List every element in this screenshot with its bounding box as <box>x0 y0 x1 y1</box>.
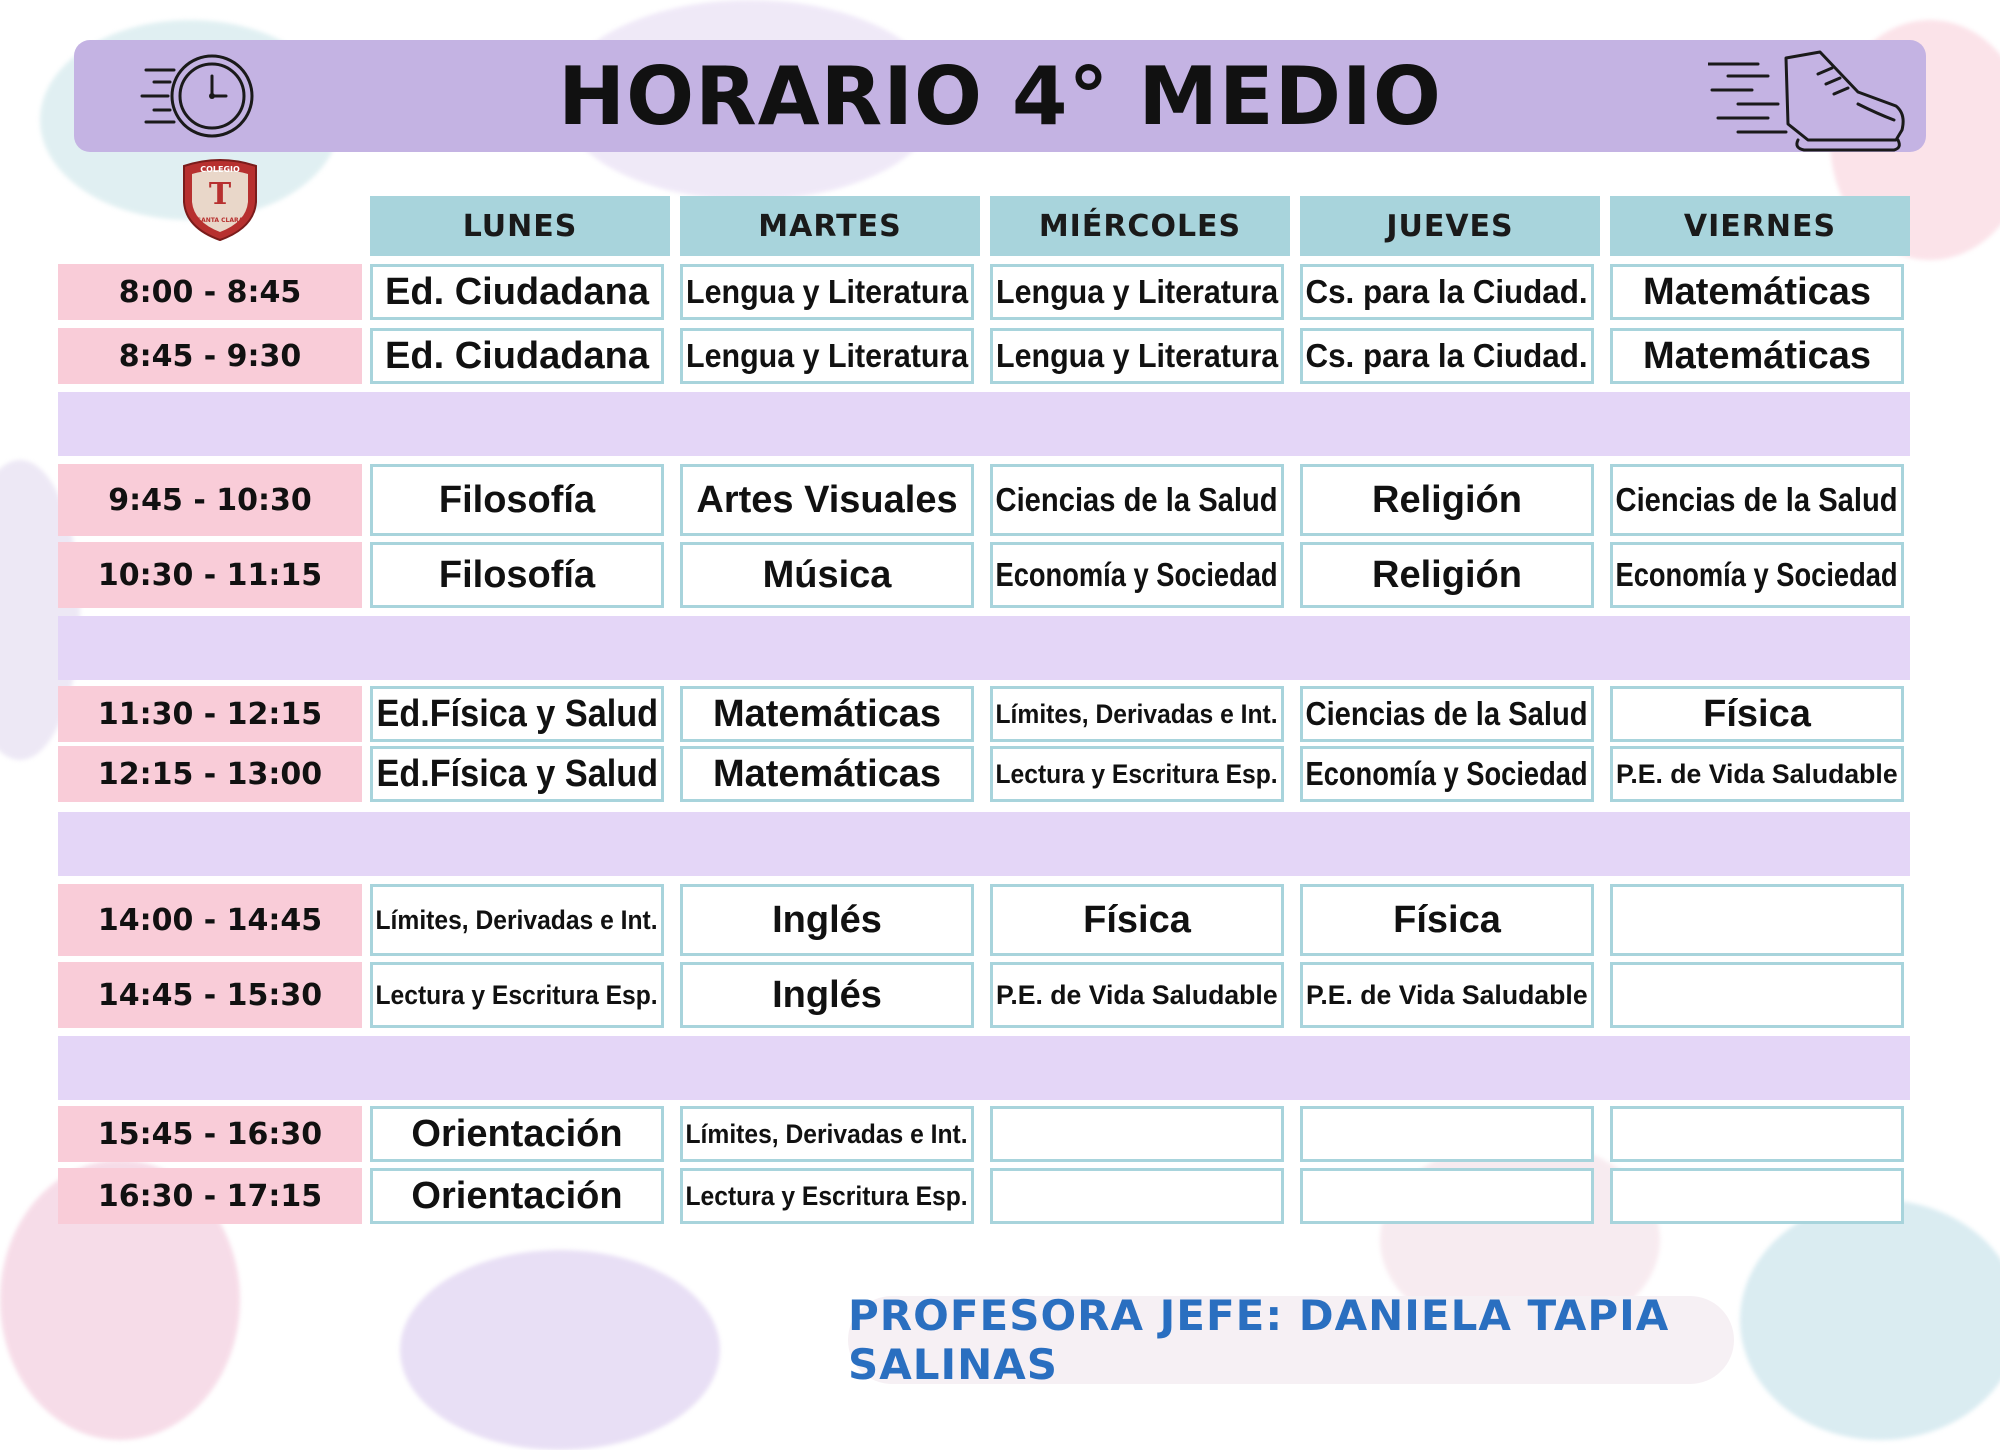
schedule-cell: Lectura y Escritura Esp. <box>680 1168 974 1224</box>
schedule-cell: Inglés <box>680 884 974 956</box>
schedule-cell: Lectura y Escritura Esp. <box>370 962 664 1028</box>
schedule-cell: Ciencias de la Salud <box>1610 464 1904 536</box>
schedule-cell: Economía y Sociedad <box>1300 746 1594 802</box>
schedule-cell <box>1610 884 1904 956</box>
schedule-cell <box>1300 1106 1594 1162</box>
time-slot: 14:00 - 14:45 <box>58 884 362 956</box>
school-crest-logo <box>178 156 262 242</box>
logo-top-text: COLEGIO <box>200 165 240 174</box>
schedule-cell: Física <box>990 884 1284 956</box>
schedule-cell <box>1610 962 1904 1028</box>
schedule-cell: Religión <box>1300 464 1594 536</box>
schedule-cell: Artes Visuales <box>680 464 974 536</box>
schedule-cell <box>1610 1168 1904 1224</box>
time-slot: 8:00 - 8:45 <box>58 264 362 320</box>
schedule-cell: Lectura y Escritura Esp. <box>990 746 1284 802</box>
day-header-jueves: JUEVES <box>1300 196 1600 256</box>
schedule-cell: Matemáticas <box>680 746 974 802</box>
break-row <box>58 392 1910 456</box>
schedule-cell: Límites, Derivadas e Int. <box>680 1106 974 1162</box>
schedule-cell: Ed. Ciudadana <box>370 328 664 384</box>
schedule-cell: Matemáticas <box>1610 328 1904 384</box>
time-slot: 9:45 - 10:30 <box>58 464 362 536</box>
schedule-cell: Ciencias de la Salud <box>990 464 1284 536</box>
schedule-cell <box>1300 1168 1594 1224</box>
break-row <box>58 616 1910 680</box>
day-header-lunes: LUNES <box>370 196 670 256</box>
schedule-cell: Lengua y Literatura <box>680 328 974 384</box>
schedule-cell <box>1610 1106 1904 1162</box>
schedule-cell: Matemáticas <box>680 686 974 742</box>
schedule-cell: Ed. Ciudadana <box>370 264 664 320</box>
schedule-cell: Lengua y Literatura <box>680 264 974 320</box>
schedule-cell: P.E. de Vida Saludable <box>990 962 1284 1028</box>
break-row <box>58 812 1910 876</box>
running-shoe-icon <box>1708 44 1908 154</box>
day-header-miercoles: MIÉRCOLES <box>990 196 1290 256</box>
schedule-cell: Matemáticas <box>1610 264 1904 320</box>
time-slot: 16:30 - 17:15 <box>58 1168 362 1224</box>
break-row <box>58 1036 1910 1100</box>
time-slot: 10:30 - 11:15 <box>58 542 362 608</box>
time-slot: 14:45 - 15:30 <box>58 962 362 1028</box>
time-slot: 12:15 - 13:00 <box>58 746 362 802</box>
schedule-cell: Límites, Derivadas e Int. <box>990 686 1284 742</box>
schedule-cell: Inglés <box>680 962 974 1028</box>
schedule-cell: Economía y Sociedad <box>1610 542 1904 608</box>
schedule-cell: Religión <box>1300 542 1594 608</box>
day-header-martes: MARTES <box>680 196 980 256</box>
schedule-cell: Ciencias de la Salud <box>1300 686 1594 742</box>
logo-bottom-text: SANTA CLARA <box>196 217 244 224</box>
day-header-viernes: VIERNES <box>1610 196 1910 256</box>
time-slot: 15:45 - 16:30 <box>58 1106 362 1162</box>
schedule-cell: Cs. para la Ciudad. <box>1300 328 1594 384</box>
schedule-cell: Ed.Física y Salud <box>370 686 664 742</box>
page-title: HORARIO 4° MEDIO <box>558 49 1442 143</box>
schedule-cell: Física <box>1610 686 1904 742</box>
homeroom-teacher-label: PROFESORA JEFE: DANIELA TAPIA SALINAS <box>848 1296 1734 1384</box>
schedule-cell: Lengua y Literatura <box>990 328 1284 384</box>
schedule-cell: Filosofía <box>370 542 664 608</box>
title-bar <box>74 40 1926 152</box>
schedule-cell: Orientación <box>370 1168 664 1224</box>
background-blob <box>1740 1200 2000 1440</box>
schedule-cell: Filosofía <box>370 464 664 536</box>
schedule-cell: Orientación <box>370 1106 664 1162</box>
schedule-cell: Música <box>680 542 974 608</box>
schedule-cell: Límites, Derivadas e Int. <box>370 884 664 956</box>
time-slot: 11:30 - 12:15 <box>58 686 362 742</box>
schedule-cell: P.E. de Vida Saludable <box>1300 962 1594 1028</box>
schedule-cell <box>990 1106 1284 1162</box>
schedule-cell: Física <box>1300 884 1594 956</box>
logo-letter: T <box>208 177 232 212</box>
background-blob <box>400 1250 720 1450</box>
schedule-cell: P.E. de Vida Saludable <box>1610 746 1904 802</box>
time-slot: 8:45 - 9:30 <box>58 328 362 384</box>
schedule-cell: Lengua y Literatura <box>990 264 1284 320</box>
schedule-cell: Ed.Física y Salud <box>370 746 664 802</box>
schedule-cell: Cs. para la Ciudad. <box>1300 264 1594 320</box>
schedule-cell: Economía y Sociedad <box>990 542 1284 608</box>
schedule-cell <box>990 1168 1284 1224</box>
